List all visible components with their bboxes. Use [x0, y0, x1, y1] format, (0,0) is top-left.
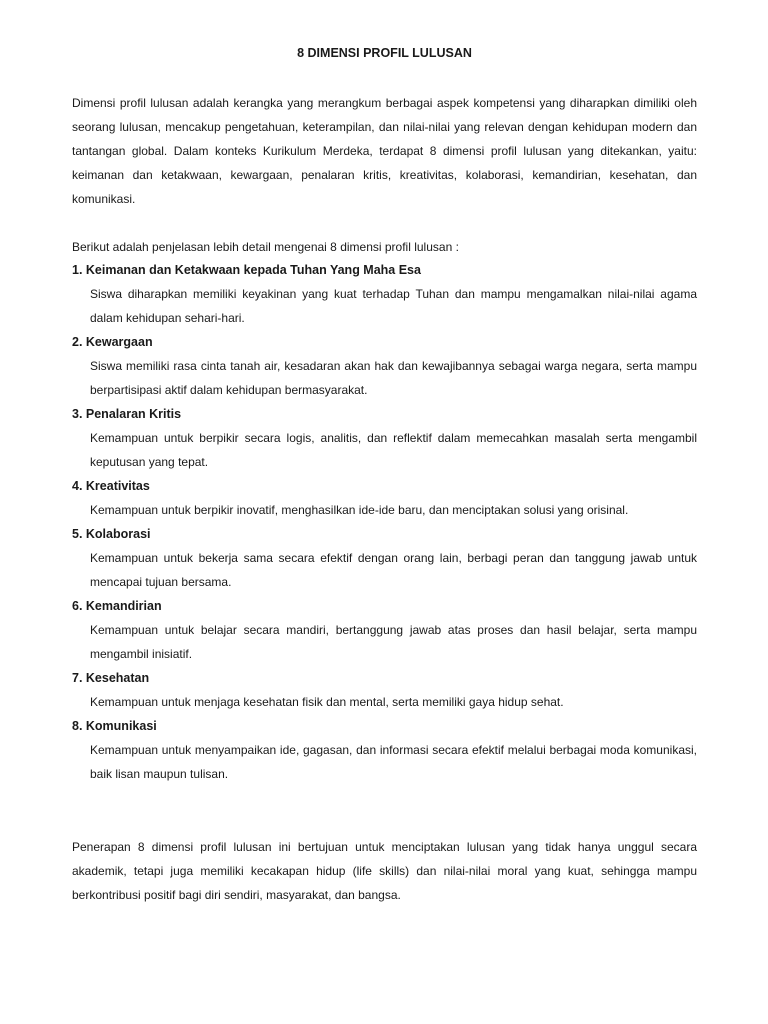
dimension-item	[72, 474, 697, 522]
dimension-description: Kemampuan untuk berpikir secara logis, analitis, dan reflektif dalam memecahkan masalah serta mengambil keputusan yang tepat.	[90, 431, 697, 469]
dimension-item	[72, 666, 697, 714]
dimension-description: Siswa diharapkan memiliki keyakinan yang kuat terhadap Tuhan dan mampu mengamalkan nilai-nilai agama dalam kehidupan sehari-hari.	[90, 287, 697, 325]
dimension-heading: 3. Penalaran Kritis	[72, 407, 182, 421]
dimension-heading: 2. Kewargaan	[72, 335, 153, 349]
dimension-heading: 1. Keimanan dan Ketakwaan kepada Tuhan Yang Maha Esa	[72, 263, 421, 277]
dimension-heading: 5. Kolaborasi	[72, 527, 151, 541]
dimension-item	[72, 594, 697, 666]
dimension-description: Kemampuan untuk menjaga kesehatan fisik dan mental, serta memiliki gaya hidup sehat.	[90, 695, 564, 709]
dimension-description: Kemampuan untuk bekerja sama secara efektif dengan orang lain, berbagi peran dan tanggung jawab untuk mencapai tujuan bersama.	[90, 551, 697, 589]
dimension-description: Siswa memiliki rasa cinta tanah air, kesadaran akan hak dan kewajibannya sebagai warga negara, serta mampu berpartisipasi aktif dalam kehidupan bermasyarakat.	[90, 359, 697, 397]
dimension-heading: 4. Kreativitas	[72, 479, 150, 493]
dimension-item	[72, 258, 697, 330]
dimension-description: Kemampuan untuk menyampaikan ide, gagasan, dan informasi secara efektif melalui berbagai moda komunikasi, baik lisan maupun tulisan.	[90, 743, 697, 781]
dimension-list	[72, 258, 697, 786]
dimension-description: Kemampuan untuk berpikir inovatif, menghasilkan ide-ide baru, dan menciptakan solusi yang orisinal.	[90, 503, 629, 517]
lead-paragraph: Berikut adalah penjelasan lebih detail mengenai 8 dimensi profil lulusan :	[72, 240, 459, 254]
dimension-item	[72, 522, 697, 594]
closing-paragraph: Penerapan 8 dimensi profil lulusan ini bertujuan untuk menciptakan lulusan yang tidak hanya unggul secara akademik, tetapi juga memiliki kecakapan hidup (life skills) dan nilai-nilai moral yang kuat, sehingga mampu berkontribusi positif bagi diri sendiri, masyarakat, dan bangsa.	[72, 840, 697, 902]
dimension-item	[72, 330, 697, 402]
dimension-heading: 6. Kemandirian	[72, 599, 162, 613]
dimension-item	[72, 402, 697, 474]
dimension-description: Kemampuan untuk belajar secara mandiri, bertanggung jawab atas proses dan hasil belajar, serta mampu mengambil inisiatif.	[90, 623, 697, 661]
document-title: 8 DIMENSI PROFIL LULUSAN	[297, 46, 472, 60]
intro-paragraph: Dimensi profil lulusan adalah kerangka yang merangkum berbagai aspek kompetensi yang diharapkan dimiliki oleh seorang lulusan, mencakup pengetahuan, keterampilan, dan nilai-nilai yang relevan dengan kehidupan modern dan tantangan global. Dalam konteks Kurikulum Merdeka, terdapat 8 dimensi profil lulusan yang ditekankan, yaitu: keimanan dan ketakwaan, kewargaan, penalaran kritis, kreativitas, kolaborasi, kemandirian, kesehatan, dan komunikasi.	[72, 96, 697, 206]
dimension-item	[72, 714, 697, 786]
dimension-heading: 7. Kesehatan	[72, 671, 150, 685]
dimension-heading: 8. Komunikasi	[72, 719, 157, 733]
